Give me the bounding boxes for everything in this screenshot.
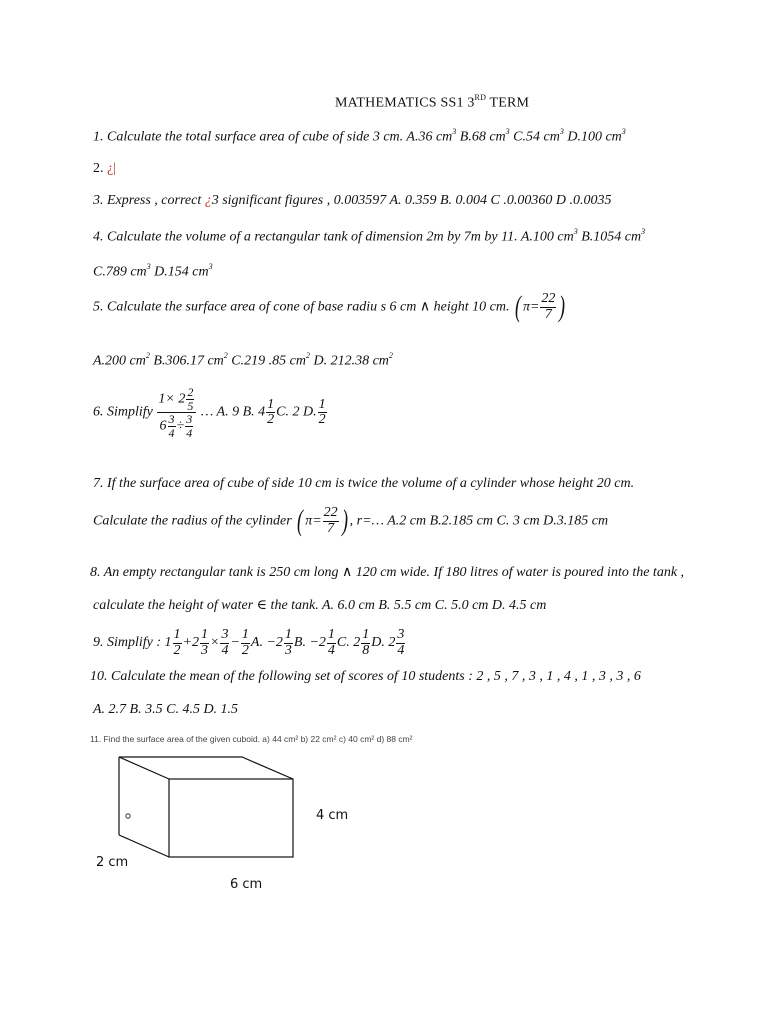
q6-top-frac — [186, 386, 194, 412]
q9-expression — [172, 627, 407, 658]
q7-pi: π= — [305, 513, 322, 529]
q5-fraction — [540, 292, 556, 322]
q3-text-pre: 3. Express , correct — [93, 193, 205, 208]
q9-denominator: 4 — [221, 642, 229, 658]
question-9 — [93, 628, 406, 658]
title-text: MATHEMATICS SS1 3 — [335, 95, 475, 111]
question-7 — [93, 476, 634, 492]
q5-text: 5. Calculate the surface area of cone of base radiu s 6 cm ∧ height 10 cm. — [93, 299, 513, 315]
q4-exp-c: 3 — [146, 262, 151, 271]
q4-option-b: B.1054 cm — [581, 229, 642, 245]
question-4-line2 — [93, 263, 213, 281]
q4-line1: 4. Calculate the volume of a rectangular tank of dimension 2m by 7m by 11. A.100 cm — [93, 229, 574, 245]
q6-bot-den1: 4 — [168, 425, 175, 440]
question-5 — [93, 292, 567, 322]
question-2 — [93, 161, 116, 177]
q9-operator: × — [210, 635, 220, 651]
q6-opt-b-frac — [266, 398, 275, 428]
q9-operator: − — [230, 635, 240, 651]
q5-option-a: A.200 cm — [93, 353, 146, 369]
question-5-options — [93, 352, 393, 370]
q6-label: 6. Simplify — [93, 404, 153, 420]
q8-line2: calculate the height of water ∈ the tank. A. 6.0 cm B. 5.5 cm C. 5.0 cm D. 4.5 cm — [93, 598, 547, 613]
q6-top — [157, 386, 196, 413]
q5-exp-d: 2 — [388, 351, 393, 360]
right-paren: ) — [559, 290, 566, 324]
question-4 — [93, 228, 645, 246]
q9-numerator: 1 — [241, 627, 249, 642]
q9-fraction — [327, 628, 336, 658]
q4-exp-d: 3 — [208, 262, 213, 271]
q9-denominator: 3 — [284, 642, 292, 658]
q4-option-c: C.789 cm — [93, 264, 147, 280]
q9-operator: D. 2 — [371, 635, 396, 651]
q9-fraction — [241, 628, 250, 658]
question-8 — [90, 564, 684, 581]
q6-bot-num1: 3 — [168, 412, 175, 427]
q1-option-b: B.68 cm — [459, 129, 506, 145]
q9-numerator: 1 — [173, 627, 181, 642]
q9-fraction — [396, 628, 405, 658]
q6-options-pre: … A. 9 B. 4 — [200, 404, 266, 420]
question-7-line2 — [93, 506, 608, 536]
q9-numerator: 1 — [201, 627, 208, 642]
q9-label: 9. Simplify : 1 — [93, 635, 172, 651]
q9-numerator: 1 — [284, 627, 292, 642]
q1-option-d: D.100 cm — [567, 129, 622, 145]
question-3 — [93, 193, 612, 209]
q9-denominator: 2 — [173, 642, 181, 658]
q2-number: 2. — [93, 161, 104, 176]
question-10 — [90, 669, 641, 685]
q7-fraction — [323, 506, 339, 536]
question-1 — [93, 128, 626, 146]
q1-option-c: C.54 cm — [513, 129, 560, 145]
q4-option-d: D.154 cm — [154, 264, 209, 280]
q5-option-b: B.306.17 cm — [153, 353, 224, 369]
q6-opt-b-den: 2 — [267, 412, 275, 428]
q8-line1: 8. An empty rectangular tank is 250 cm long ∧ 120 cm wide. If 180 litres of water is poured into the tank , — [90, 565, 685, 580]
title-term: TERM — [486, 95, 530, 111]
q7-line1: 7. If the surface area of cube of side 10 cm is twice the volume of a cylinder whose height 20 cm. — [93, 476, 635, 491]
q6-bot-num2: 3 — [186, 412, 193, 427]
q10-options: A. 2.7 B. 3.5 C. 4.5 D. 1.5 — [93, 702, 239, 717]
q7-numerator: 22 — [323, 505, 338, 520]
q3-broken-glyph: ¿ — [204, 193, 212, 208]
depth-label: 2 cm — [96, 855, 129, 870]
cuboid-left-top-edge — [119, 757, 169, 779]
q5-denominator: 7 — [544, 306, 552, 322]
q9-operator: A. −2 — [250, 635, 283, 651]
height-label: 4 cm — [316, 808, 349, 823]
q9-numerator: 3 — [397, 627, 405, 642]
cuboid-bottom-depth-edge — [119, 835, 169, 857]
q6-bot-frac2 — [185, 413, 193, 439]
width-label: 6 cm — [230, 877, 263, 892]
q9-operator: B. −2 — [293, 635, 326, 651]
q4-exp-b: 3 — [641, 227, 646, 236]
page-title — [335, 94, 529, 112]
small-circle-mark — [126, 814, 130, 818]
q1-text: 1. Calculate the total surface area of cube of side 3 cm. A.36 cm — [93, 129, 453, 145]
q7-line2-pre: Calculate the radius of the cylinder — [93, 513, 296, 529]
left-paren: ( — [297, 504, 304, 538]
q4-exp-a: 3 — [573, 227, 578, 236]
q6-bot-frac1 — [168, 413, 176, 439]
q5-option-d: D. 212.38 cm — [313, 353, 389, 369]
left-paren: ( — [514, 290, 521, 324]
q9-numerator: 3 — [221, 627, 229, 642]
q6-bot-whole: 6 — [159, 418, 167, 434]
q9-operator: +2 — [182, 635, 199, 651]
q5-exp-b: 2 — [223, 351, 228, 360]
q6-top-whole: 1× 2 — [158, 391, 186, 407]
q5-option-c: C.219 .85 cm — [231, 353, 306, 369]
q3-text-post: 3 significant figures , 0.003597 A. 0.359 B. 0.004 C .0.00360 D .0.0035 — [211, 193, 612, 208]
q1-exp-c: 3 — [559, 127, 564, 136]
q6-opt-b-num: 1 — [267, 396, 275, 412]
q6-bot-den2: 4 — [186, 425, 193, 440]
cuboid-front-face — [169, 779, 293, 857]
q6-options-mid: C. 2 D. — [276, 404, 317, 420]
cuboid-diagram — [90, 748, 410, 898]
q6-bot-op: ÷ — [176, 418, 185, 434]
q5-exp-a: 2 — [145, 351, 150, 360]
title-superscript: RD — [474, 93, 487, 102]
q6-opt-d-num: 1 — [318, 396, 326, 412]
q9-operator: C. 2 — [336, 635, 361, 651]
q9-denominator: 4 — [397, 642, 405, 658]
q2-broken-glyph: ¿| — [107, 161, 117, 176]
q9-fraction — [361, 628, 370, 658]
q6-top-num: 2 — [187, 385, 194, 399]
q6-big-fraction — [157, 386, 196, 439]
q1-exp-a: 3 — [452, 127, 457, 136]
q9-numerator: 1 — [327, 627, 335, 642]
q10-line1: 10. Calculate the mean of the following set of scores of 10 students : 2 , 5 , 7 , 3 , 1 , 4 , 1 , 3 , 3 , 6 — [90, 669, 641, 684]
q9-numerator: 1 — [362, 627, 370, 642]
q5-pi: π= — [522, 299, 540, 315]
q7-line2-post: , r=… A.2 cm B.2.185 cm C. 3 cm D.3.185 cm — [349, 513, 609, 529]
q5-exp-c: 2 — [305, 351, 310, 360]
q9-fraction — [284, 628, 293, 658]
q9-denominator: 4 — [327, 642, 335, 658]
q1-exp-b: 3 — [505, 127, 510, 136]
question-10-options — [93, 702, 238, 718]
q7-denominator: 7 — [327, 520, 335, 536]
q6-opt-d-frac — [318, 398, 327, 428]
q5-numerator: 22 — [541, 291, 556, 306]
question-11 — [90, 734, 413, 744]
q9-denominator: 2 — [241, 642, 249, 658]
q9-fraction — [220, 628, 229, 658]
q6-opt-d-den: 2 — [318, 412, 326, 428]
q9-denominator: 3 — [201, 642, 208, 658]
q9-fraction — [173, 628, 182, 658]
q6-top-den: 5 — [187, 398, 194, 413]
q9-fraction — [200, 628, 209, 658]
question-6 — [93, 386, 328, 439]
question-8-line2 — [93, 597, 546, 614]
q1-exp-d: 3 — [621, 127, 626, 136]
q6-bottom — [157, 413, 196, 439]
right-paren: ) — [341, 504, 348, 538]
q9-denominator: 8 — [362, 642, 370, 658]
q11-text: 11. Find the surface area of the given cuboid. a) 44 cm² b) 22 cm² c) 40 cm² d) 88 cm² — [90, 734, 413, 744]
